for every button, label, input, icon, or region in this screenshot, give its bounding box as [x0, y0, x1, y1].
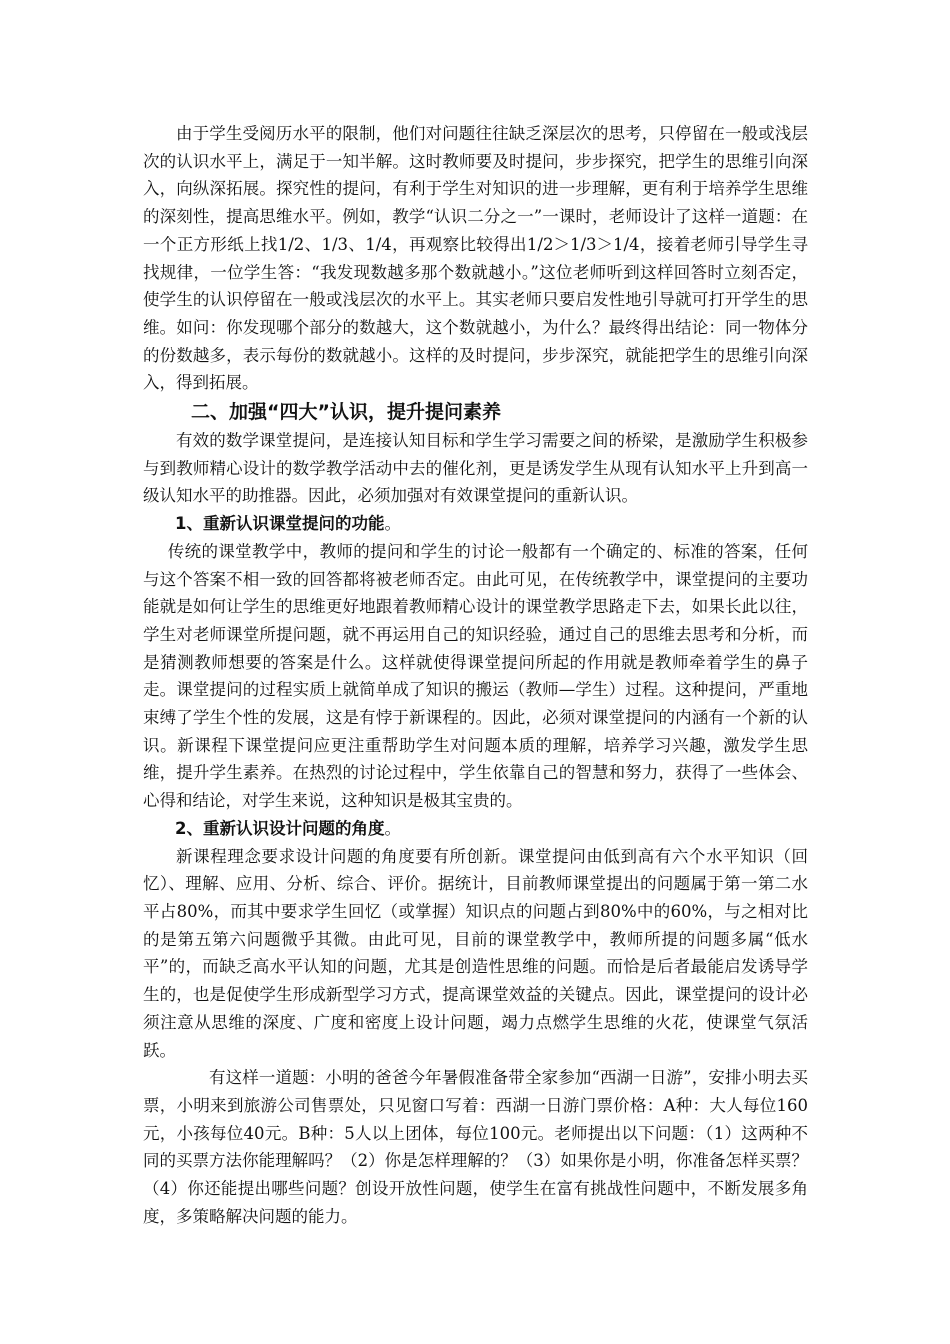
subheading-question-function-tail: 。 — [384, 514, 401, 534]
paragraph-probing-questions: 由于学生受阅历水平的限制，他们对问题往往缺乏深层次的思考，只停留在一般或浅层次的认识水平上，满足于一知半解。这时教师要及时提问，步步探究，把学生的思维引向深入，向纵深拓展。探究性的提问，有利于学生对知识的进一步理解，更有利于培养学生思维的深刻性，提高思维水平。例如，教学“认识二分之一”一课时，老师设计了这样一道题：在一个正方形纸上找1/2、1/3、1/4，再观察比较得出1/2＞1/3＞1/4，接着老师引导学生寻找规律，一位学生答：“我发现数越多那个数就越小。”这位老师听到这样回答时立刻否定，使学生的认识停留在一般或浅层次的水平上。其实老师只要启发性地引导就可打开学生的思维。如问：你发现哪个部分的数越大，这个数就越小，为什么？最终得出结论：同一物体分的份数越多，表示每份的数就越小。这样的及时提问，步步深究，就能把学生的思维引向深入，得到拓展。 — [143, 124, 808, 393]
paragraph-westlake-example: 有这样一道题：小明的爸爸今年暑假准备带全家参加“西湖一日游”，安排小明去买票，小明来到旅游公司售票处，只见窗口写着：西湖一日游门票价格：A种：大人每位160元，小孩每位40元。B种：5人以上团体，每位100元。老师提出以下问题：（1）这两种不同的买票方法你能理解吗？（2）你是怎样理解的？（3）如果你是小明，你准备怎样买票？（4）你还能提出哪些问题？创设开放性问题，使学生在富有挑战性问题中，不断发展多角度，多策略解决问题的能力。 — [143, 1068, 808, 1226]
subheading-question-design — [143, 815, 808, 843]
paragraph-traditional-teaching: 传统的课堂教学中，教师的提问和学生的讨论一般都有一个确定的、标准的答案，任何与这个答案不相一致的回答都将被老师否定。由此可见，在传统教学中，课堂提问的主要功能就是如何让学生的思维更好地跟着教师精心设计的课堂教学思路走下去，如果长此以往，学生对老师课堂所提问题，就不再运用自己的知识经验，通过自己的思维去思考和分析，而是猜测教师想要的答案是什么。这样就使得课堂提问所起的作用就是教师牵着学生的鼻子走。课堂提问的过程实质上就简单成了知识的搬运（教师—学生）过程。这种提问，严重地束缚了学生个性的发展，这是有悖于新课程的。因此，必须对课堂提问的内涵有一个新的认识。新课程下课堂提问应更注重帮助学生对问题本质的理解，培养学习兴趣，激发学生思维，提升学生素养。在热烈的讨论过程中，学生依靠自己的智慧和努力，获得了一些体会、心得和结论，对学生来说，这种知识是极其宝贵的。 — [143, 541, 808, 811]
subheading-question-design-tail: 。 — [384, 818, 401, 838]
document-page — [143, 120, 808, 1230]
paragraph-new-curriculum: 新课程理念要求设计问题的角度要有所创新。课堂提问由低到高有六个水平知识（回忆）、理解、应用、分析、综合、评价。据统计，目前教师课堂提出的问题属于第一第二水平占80%，而其中要求学生回忆（或掌握）知识点的问题占到80%中的60%，与之相对比的是第五第六问题微乎其微。由此可见，目前的课堂教学中，教师所提的问题多属“低水平”的，而缺乏高水平认知的问题，尤其是创造性思维的问题。而恰是后者最能启发诱导学生的，也是促使学生形成新型学习方式，提高课堂效益的关键点。因此，课堂提问的设计必须注意从思维的深度、广度和密度上设计问题，竭力点燃学生思维的火花，使课堂气氛活跃。 — [143, 846, 808, 1060]
section-heading-four-understandings: 二、加强“四大”认识，提升提问素养 — [191, 401, 501, 424]
subheading-question-design-text: 2、重新认识设计问题的角度 — [175, 818, 385, 838]
subheading-question-function-text: 1、重新认识课堂提问的功能 — [175, 514, 385, 534]
paragraph-effective-questioning: 有效的数学课堂提问，是连接认知目标和学生学习需要之间的桥梁，是激励学生积极参与到教师精心设计的数学教学活动中去的催化剂，更是诱发学生从现有认知水平上升到高一级认知水平的助推器。因此，必须加强对有效课堂提问的重新认识。 — [143, 431, 808, 506]
subheading-question-function — [143, 510, 808, 538]
